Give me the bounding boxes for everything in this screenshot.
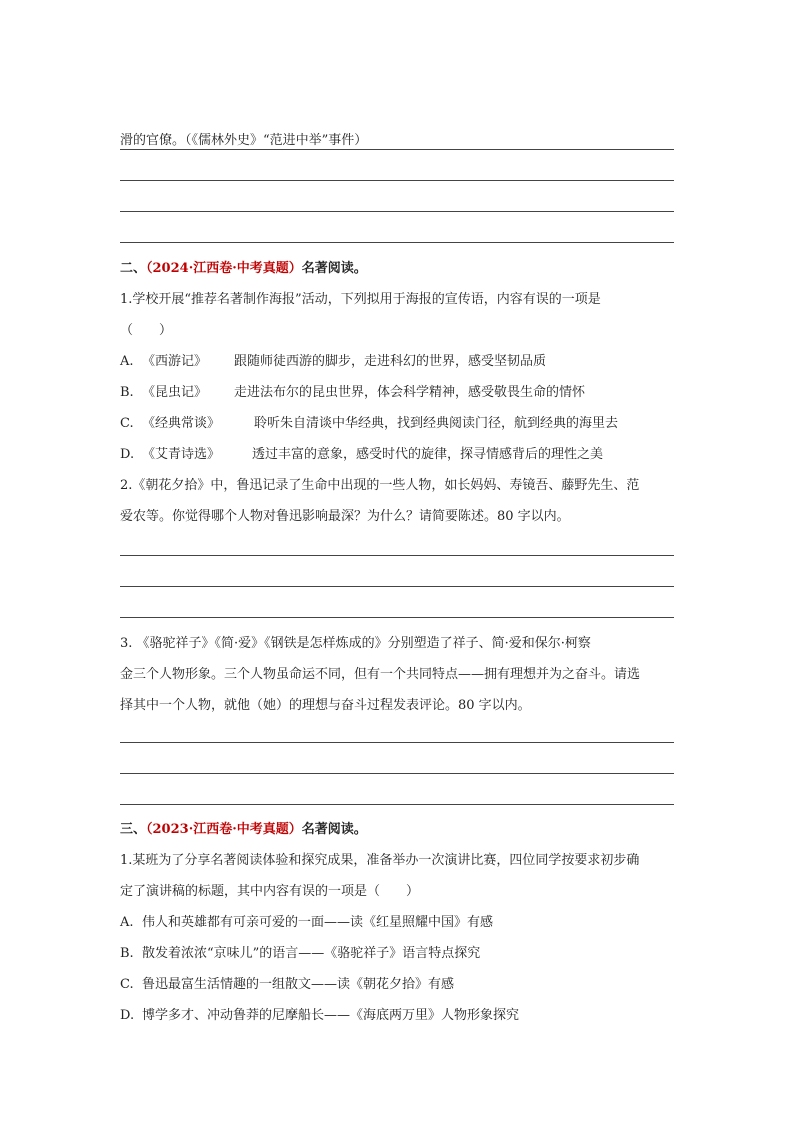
answer-line [120,149,674,150]
question-text: 爱农等。你觉得哪个人物对鲁迅影响最深？为什么？请简要陈述。80 字以内。 [120,509,570,524]
option-text: 跟随师徒西游的脚步，走进科幻的世界，感受坚韧品质 [234,354,547,369]
option-text: 博学多才、冲动鲁莽的尼摩船长——《海底两万里》人物形象探究 [142,1008,520,1023]
answer-line [120,617,674,618]
option-item [120,353,680,371]
answer-line [120,180,674,181]
option-text: 聆听朱自清谈中华经典，找到经典阅读门径，航到经典的海里去 [254,416,619,431]
section-header [120,821,680,839]
option-book: 《艾青诗选》 [142,447,221,462]
section-source: （2023·江西卷·中考真题） [146,822,302,837]
section-source: （2024·江西卷·中考真题） [146,261,302,276]
question-text: 2.《朝花夕拾》中，鲁迅记录了生命中出现的一些人物，如长妈妈、寿镜吾、藤野先生、范 [120,478,640,493]
option-item [120,384,680,402]
option-text: 透过丰富的意象，感受时代的旋律，探寻情感背后的理性之美 [252,447,604,462]
question-text: 择其中一个人物，就他（她）的理想与奋斗过程发表评论。80 字以内。 [120,698,531,713]
option-label: A. [120,915,134,930]
option-text: 散发着浓浓“京味儿”的语言——《骆驼祥子》语言特点探究 [142,946,481,961]
option-label: B. [120,385,134,400]
option-text: 伟人和英雄都有可亲可爱的一面——读《红星照耀中国》有感 [142,915,494,930]
answer-line [120,242,674,243]
answer-line [120,211,674,212]
option-item [120,446,680,464]
option-text: 鲁迅最富生活情趣的一组散文——读《朝花夕拾》有感 [142,977,455,992]
question-text: 3. 《骆驼祥子》《简·爱》《钢铁是怎样炼成的》分别塑造了祥子、简·爱和保尔·柯察 [120,636,591,651]
option-label: A. [120,354,134,369]
option-label: B. [120,946,134,961]
option-label: C. [120,977,134,992]
answer-line [120,773,674,774]
option-label: D. [120,447,135,462]
question-text: 1.某班为了分享名著阅读体验和探究成果，准备举办一次演讲比赛，四位同学按要求初步确 [120,853,640,868]
option-book: 《昆虫记》 [142,385,208,400]
option-book: 《经典常谈》 [142,416,221,431]
option-item [120,914,680,932]
question-text: 1.学校开展“推荐名著制作海报”活动，下列拟用于海报的宣传语，内容有误的一项是 [120,292,601,307]
intro-tail-text: 滑的官僚。（《儒林外史》“范进中举”事件） [120,133,368,148]
answer-line [120,586,674,587]
answer-line [120,555,674,556]
answer-line [120,742,674,743]
question-text: 定了演讲稿的标题，其中内容有误的一项是（ ） [120,884,420,899]
option-item [120,976,680,994]
option-label: D. [120,1008,135,1023]
option-item [120,1007,680,1025]
option-book: 《西游记》 [142,354,208,369]
question-text: 金三个人物形象。三个人物虽命运不同，但有一个共同特点——拥有理想并为之奋斗。请选 [120,667,641,682]
question-bracket: （ ） [120,323,173,338]
option-label: C. [120,416,134,431]
option-text: 走进法布尔的昆虫世界，体会科学精神，感受敬畏生命的情怀 [234,385,586,400]
option-item [120,415,680,433]
section-number: 三、 [120,822,147,837]
section-title: 名著阅读。 [301,261,367,276]
section-title: 名著阅读。 [301,822,367,837]
answer-line [120,804,674,805]
option-item [120,945,680,963]
section-number: 二、 [120,261,147,276]
section-header [120,260,680,278]
